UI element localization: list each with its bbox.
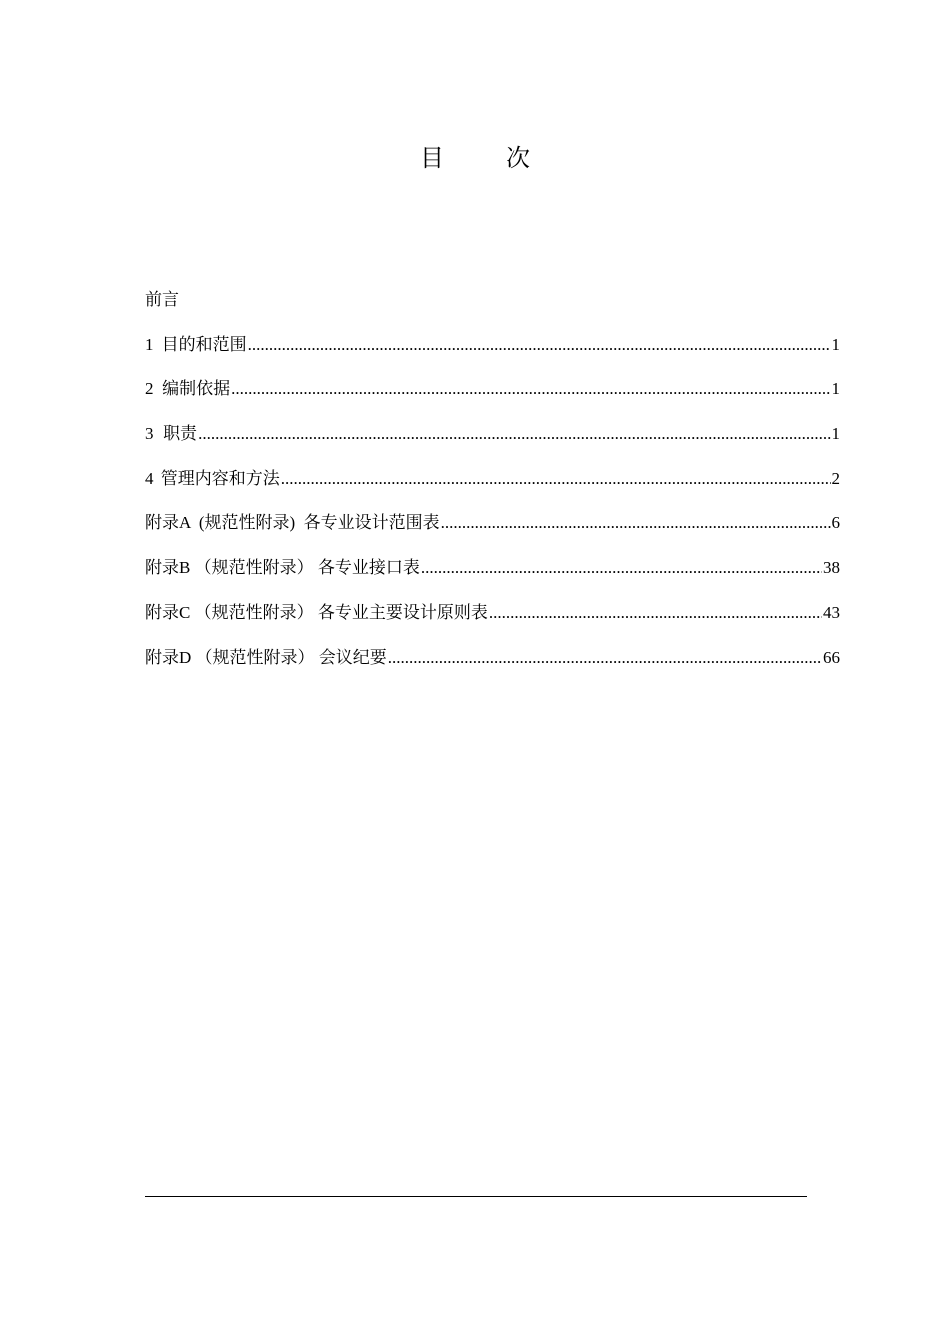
toc-page-number: 66 — [823, 647, 840, 667]
toc-dot-leader — [198, 417, 830, 451]
toc-entry-4[interactable] — [145, 462, 840, 507]
toc-dot-leader — [231, 372, 830, 406]
toc-page-number: 1 — [831, 424, 840, 444]
toc-page-number: 1 — [831, 334, 840, 354]
toc-entry-text: 附录D （规范性附录） 会议纪要 — [145, 647, 387, 667]
toc-dot-leader — [281, 462, 831, 496]
toc-dot-leader — [489, 596, 822, 630]
toc-entry-text: 职责 — [163, 424, 198, 444]
toc-entry-appendix-d[interactable] — [145, 641, 840, 686]
toc-page-number: 43 — [823, 602, 840, 622]
toc-dot-leader — [248, 328, 831, 362]
toc-dot-leader — [421, 551, 822, 585]
toc-page-number: 38 — [823, 558, 840, 578]
title-char-2: 次 — [506, 144, 530, 172]
toc-entry-text: 目的和范围 — [161, 334, 247, 354]
page-title — [0, 140, 950, 176]
toc-entry-appendix-b[interactable] — [145, 551, 840, 596]
toc-entry-text: 附录C （规范性附录） 各专业主要设计原则表 — [145, 602, 488, 622]
toc-entry-2[interactable] — [145, 372, 840, 417]
toc-entry-appendix-a[interactable] — [145, 506, 840, 551]
toc-entry-3[interactable] — [145, 417, 840, 462]
toc-entry-number: 2 — [145, 379, 154, 399]
toc-entry-text: 附录B （规范性附录） 各专业接口表 — [145, 558, 420, 578]
footer-divider — [145, 1196, 807, 1197]
toc-entry-text: 前言 — [145, 290, 179, 309]
toc-entry-text: 附录A (规范性附录) 各专业设计范围表 — [145, 513, 440, 533]
title-char-1: 目 — [420, 144, 444, 172]
toc-page-number: 6 — [831, 513, 840, 533]
toc-entry-preface[interactable] — [145, 283, 840, 328]
toc-entry-1[interactable] — [145, 328, 840, 373]
toc-page-number: 1 — [831, 379, 840, 399]
toc-entry-appendix-c[interactable] — [145, 596, 840, 641]
toc-dot-leader — [441, 506, 831, 540]
toc-entry-text: 管理内容和方法 — [160, 468, 280, 488]
table-of-contents — [145, 283, 840, 685]
toc-entry-number: 1 — [145, 334, 154, 354]
toc-entry-number: 4 — [145, 468, 154, 488]
toc-page-number: 2 — [831, 468, 840, 488]
toc-dot-leader — [388, 641, 822, 675]
toc-entry-number: 3 — [145, 424, 154, 444]
toc-entry-text: 编制依据 — [162, 379, 231, 399]
